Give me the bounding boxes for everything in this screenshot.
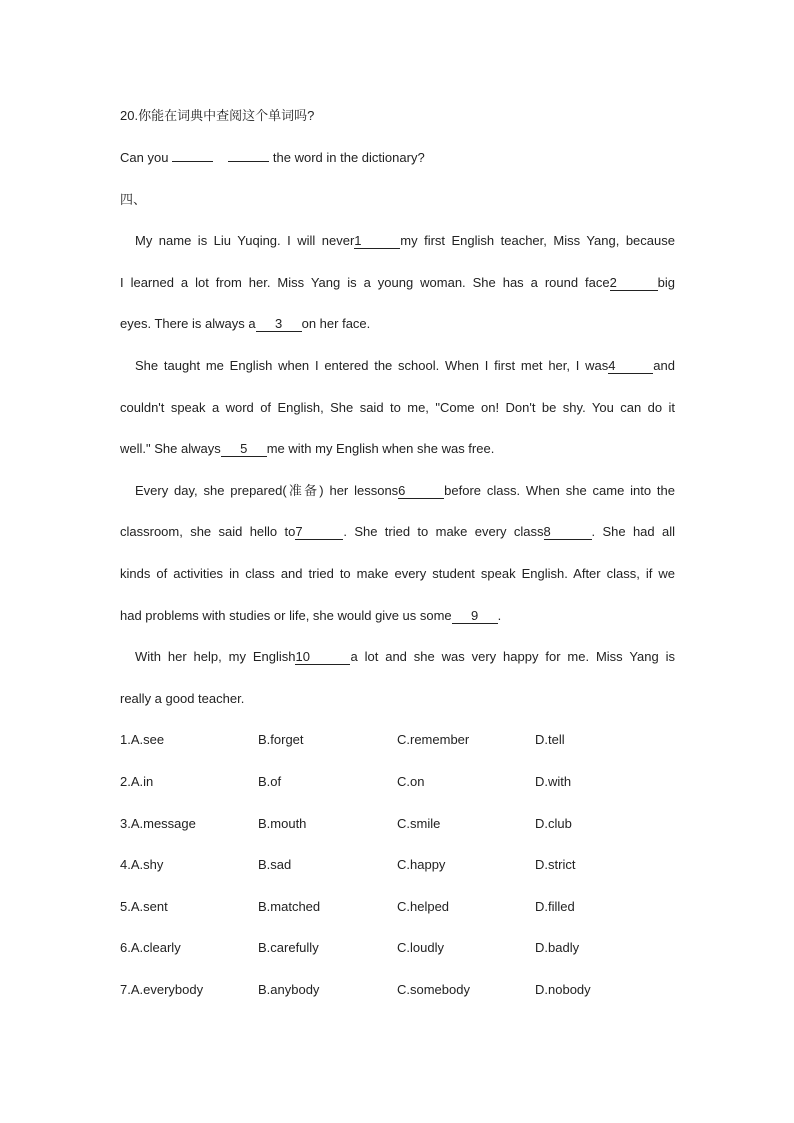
blank-1: 1 [354,233,400,249]
option-4-c: C.happy [397,857,446,872]
passage-p4-line-1 [120,648,675,666]
option-2-d: D.with [535,774,572,789]
option-3-d: D.club [535,816,572,831]
options-row-3 [120,815,675,833]
option-2-a: 2.A.in [120,774,154,789]
option-4-d: D.strict [535,857,576,872]
options-row-1 [120,731,675,749]
options-row-7 [120,981,675,999]
blank-2: 2 [610,275,658,291]
option-7-c: C.somebody [397,982,470,997]
options-row-5 [120,898,675,916]
option-3-c: C.smile [397,816,441,831]
option-7-a: 7.A.everybody [120,982,204,997]
question-20-text-after: the word in the dictionary? [272,150,425,165]
options-row-4 [120,856,675,874]
options-row-2 [120,773,675,791]
options-row-6 [120,939,675,957]
passage-text: well." She always [120,441,221,456]
blank-3: 3 [256,316,302,332]
passage-p1-line-2 [120,274,675,292]
blank-4: 4 [608,358,653,374]
option-3-a: 3.A.message [120,816,196,831]
option-5-d: D.filled [535,899,575,914]
question-20-english [120,149,675,167]
question-20-prompt: 20.你能在词典中查阅这个单词吗? [120,108,315,123]
passage-p3-line-3: kinds of activities in class and tried to make every student speak English. After class, if we [120,566,675,581]
passage-p3-line-1 [120,482,675,500]
option-4-b: B.sad [258,857,292,872]
option-3-b: B.mouth [258,816,307,831]
question-20-text-before: Can you [120,150,169,165]
passage-text: . She had all [591,524,675,539]
passage-text: . She tried to make every class [343,524,544,539]
passage-text: My name is Liu Yuqing. I will never [135,233,355,248]
option-6-d: D.badly [535,940,580,955]
option-5-c: C.helped [397,899,450,914]
question-20-blank-2 [228,149,269,162]
passage-p3-line-4 [120,607,675,625]
option-1-d: D.tell [535,732,565,747]
passage-text: She taught me English when I entered the school. When I first met her, I was [135,358,609,373]
blank-10: 10 [295,649,350,665]
blank-5: 5 [221,441,267,457]
section-label: 四、 [120,192,147,207]
option-2-b: B.of [258,774,282,789]
option-1-b: B.forget [258,732,304,747]
passage-text: With her help, my English [135,649,296,664]
option-5-b: B.matched [258,899,321,914]
option-1-c: C.remember [397,732,470,747]
passage-p2-line-2: couldn't speak a word of English, She said to me, "Come on! Don't be shy. You can do it [120,400,675,415]
option-6-b: B.carefully [258,940,319,955]
passage-text: on her face. [301,316,371,331]
option-5-a: 5.A.sent [120,899,168,914]
option-7-b: B.anybody [258,982,320,997]
passage-text: classroom, she said hello to [120,524,296,539]
passage-p1-line-1 [120,232,675,250]
option-7-d: D.nobody [535,982,591,997]
passage-p3-line-2 [120,523,675,541]
blank-8: 8 [544,524,592,540]
option-2-c: C.on [397,774,425,789]
passage-text: and [653,358,675,373]
option-6-c: C.loudly [397,940,444,955]
passage-p2-line-1 [120,357,675,375]
passage-text: big [657,275,675,290]
passage-text: . [497,608,502,623]
option-6-a: 6.A.clearly [120,940,181,955]
passage-text: Every day, she prepared(准备) her lessons [135,483,399,498]
passage-text: had problems with studies or life, she would give us some [120,608,452,623]
passage-text: my first English teacher, Miss Yang, because [400,233,675,248]
passage-text: before class. When she came into the [444,483,675,498]
blank-6: 6 [398,483,444,499]
blank-7: 7 [295,524,343,540]
passage-text: me with my English when she was free. [266,441,495,456]
option-4-a: 4.A.shy [120,857,164,872]
passage-p1-line-3 [120,315,675,333]
option-1-a: 1.A.see [120,732,165,747]
passage-p2-line-3 [120,440,675,458]
blank-9: 9 [452,608,498,624]
question-20-blank-1 [172,149,213,162]
passage-text: eyes. There is always a [120,316,256,331]
passage-text: a lot and she was very happy for me. Miss Yang is [350,649,675,664]
passage-p4-line-2: really a good teacher. [120,691,245,706]
passage-text: I learned a lot from her. Miss Yang is a young woman. She has a round face [120,275,610,290]
